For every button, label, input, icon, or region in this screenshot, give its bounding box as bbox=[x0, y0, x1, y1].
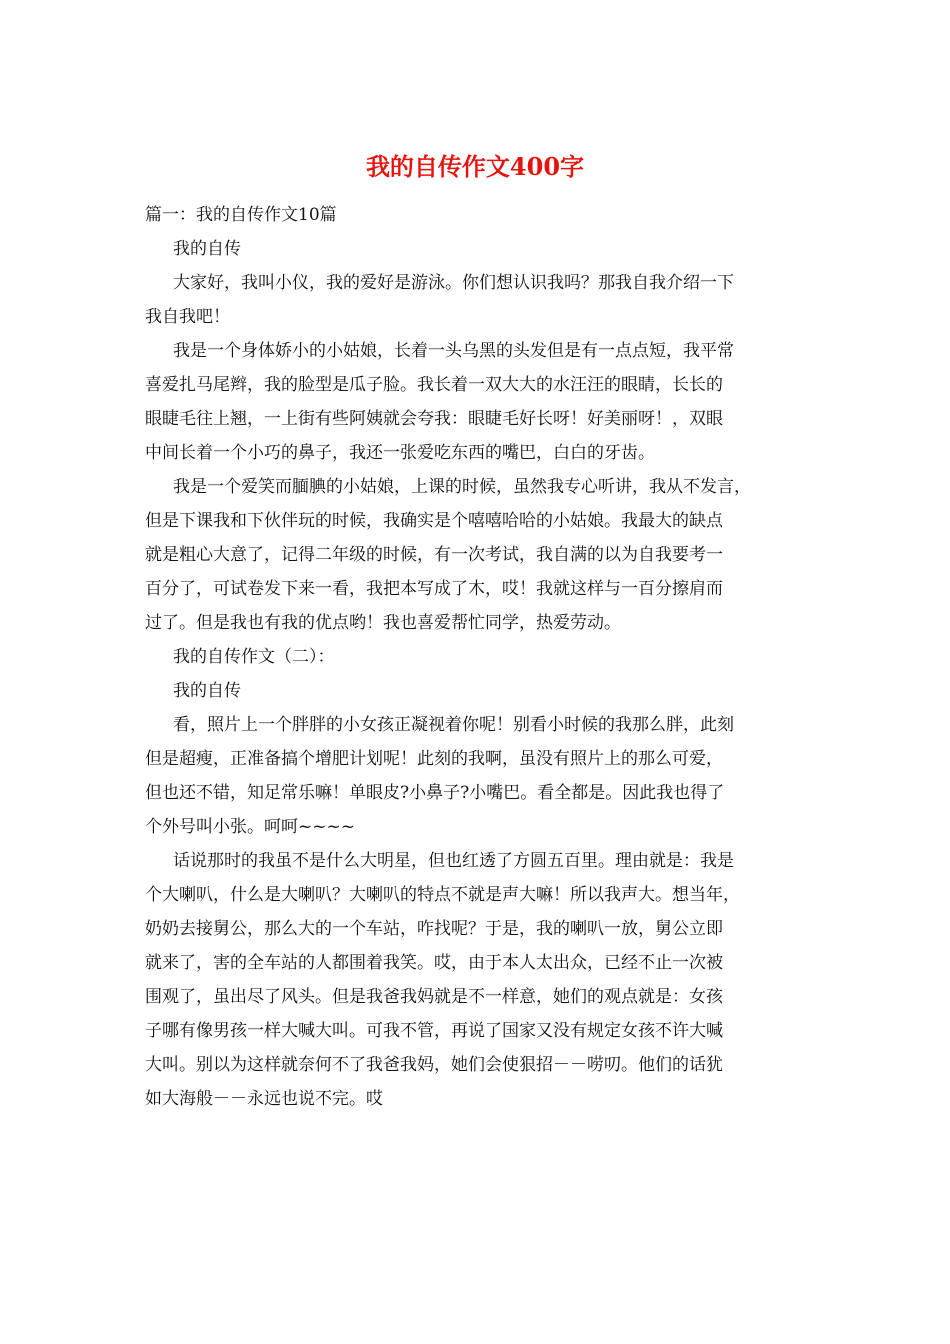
text-line: 眼睫毛往上翘，一上街有些阿姨就会夸我：眼睫毛好长呀！好美丽呀！，双眼 bbox=[145, 409, 723, 429]
text-line: 围观了，虽出尽了风头。但是我爸我妈就是不一样意，她们的观点就是：女孩 bbox=[145, 987, 723, 1007]
text-line: 话说那时的我虽不是什么大明星，但也红透了方圆五百里。理由就是：我是 bbox=[173, 851, 734, 871]
text-line: 我是一个爱笑而腼腆的小姑娘，上课的时候，虽然我专心听讲，我从不发言， bbox=[173, 477, 751, 497]
text-line: 百分了，可试卷发下来一看，我把本写成了木，哎！我就这样与一百分擦肩而 bbox=[145, 579, 723, 599]
text-line: 我的自传 bbox=[173, 239, 241, 259]
text-line: 我是一个身体娇小的小姑娘，长着一头乌黑的头发但是有一点点短，我平常 bbox=[173, 341, 734, 361]
text-line: 喜爱扎马尾辫，我的脸型是瓜子脸。我长着一双大大的水汪汪的眼睛，长长的 bbox=[145, 375, 723, 395]
text-line: 我的自传作文（二）： bbox=[173, 647, 335, 667]
text-line: 但是超瘦，正准备搞个增肥计划呢！此刻的我啊，虽没有照片上的那么可爱， bbox=[145, 749, 723, 769]
document-title: 我的自传作文400字 bbox=[365, 152, 585, 181]
text-line: 我的自传 bbox=[173, 681, 241, 701]
document-body bbox=[145, 198, 815, 1116]
text-line: 大家好，我叫小仪，我的爱好是游泳。你们想认识我吗？那我自我介绍一下 bbox=[173, 273, 734, 293]
text-line: 中间长着一个小巧的鼻子，我还一张爱吃东西的嘴巴，白白的牙齿。 bbox=[145, 443, 655, 463]
text-line: 如大海般－－永远也说不完。哎 bbox=[145, 1089, 383, 1109]
text-line: 但是下课我和下伙伴玩的时候，我确实是个嘻嘻哈哈的小姑娘。我最大的缺点 bbox=[145, 511, 723, 531]
text-line: 过了。但是我也有我的优点哟！我也喜爱帮忙同学，热爱劳动。 bbox=[145, 613, 621, 633]
text-line: 但也还不错，知足常乐嘛！单眼皮?小鼻子?小嘴巴。看全都是。因此我也得了 bbox=[145, 783, 725, 803]
text-line: 我自我吧！ bbox=[145, 307, 230, 327]
text-line: 篇一：我的自传作文10篇 bbox=[145, 205, 337, 225]
text-line: 子哪有像男孩一样大喊大叫。可我不管，再说了国家又没有规定女孩不许大喊 bbox=[145, 1021, 723, 1041]
text-line: 看，照片上一个胖胖的小女孩正凝视着你呢！别看小时候的我那么胖，此刻 bbox=[173, 715, 734, 735]
text-line: 个大喇叭，什么是大喇叭？大喇叭的特点不就是声大嘛！所以我声大。想当年， bbox=[145, 885, 740, 905]
text-line: 奶奶去接舅公，那么大的一个车站，咋找呢？于是，我的喇叭一放，舅公立即 bbox=[145, 919, 723, 939]
text-line: 大叫。别以为这样就奈何不了我爸我妈，她们会使狠招－－唠叨。他们的话犹 bbox=[145, 1055, 723, 1075]
text-line: 就是粗心大意了，记得二年级的时候，有一次考试，我自满的以为自我要考一 bbox=[145, 545, 723, 565]
text-line: 个外号叫小张。呵呵~~~~ bbox=[145, 817, 355, 837]
text-line: 就来了，害的全车站的人都围着我笑。哎，由于本人太出众，已经不止一次被 bbox=[145, 953, 723, 973]
